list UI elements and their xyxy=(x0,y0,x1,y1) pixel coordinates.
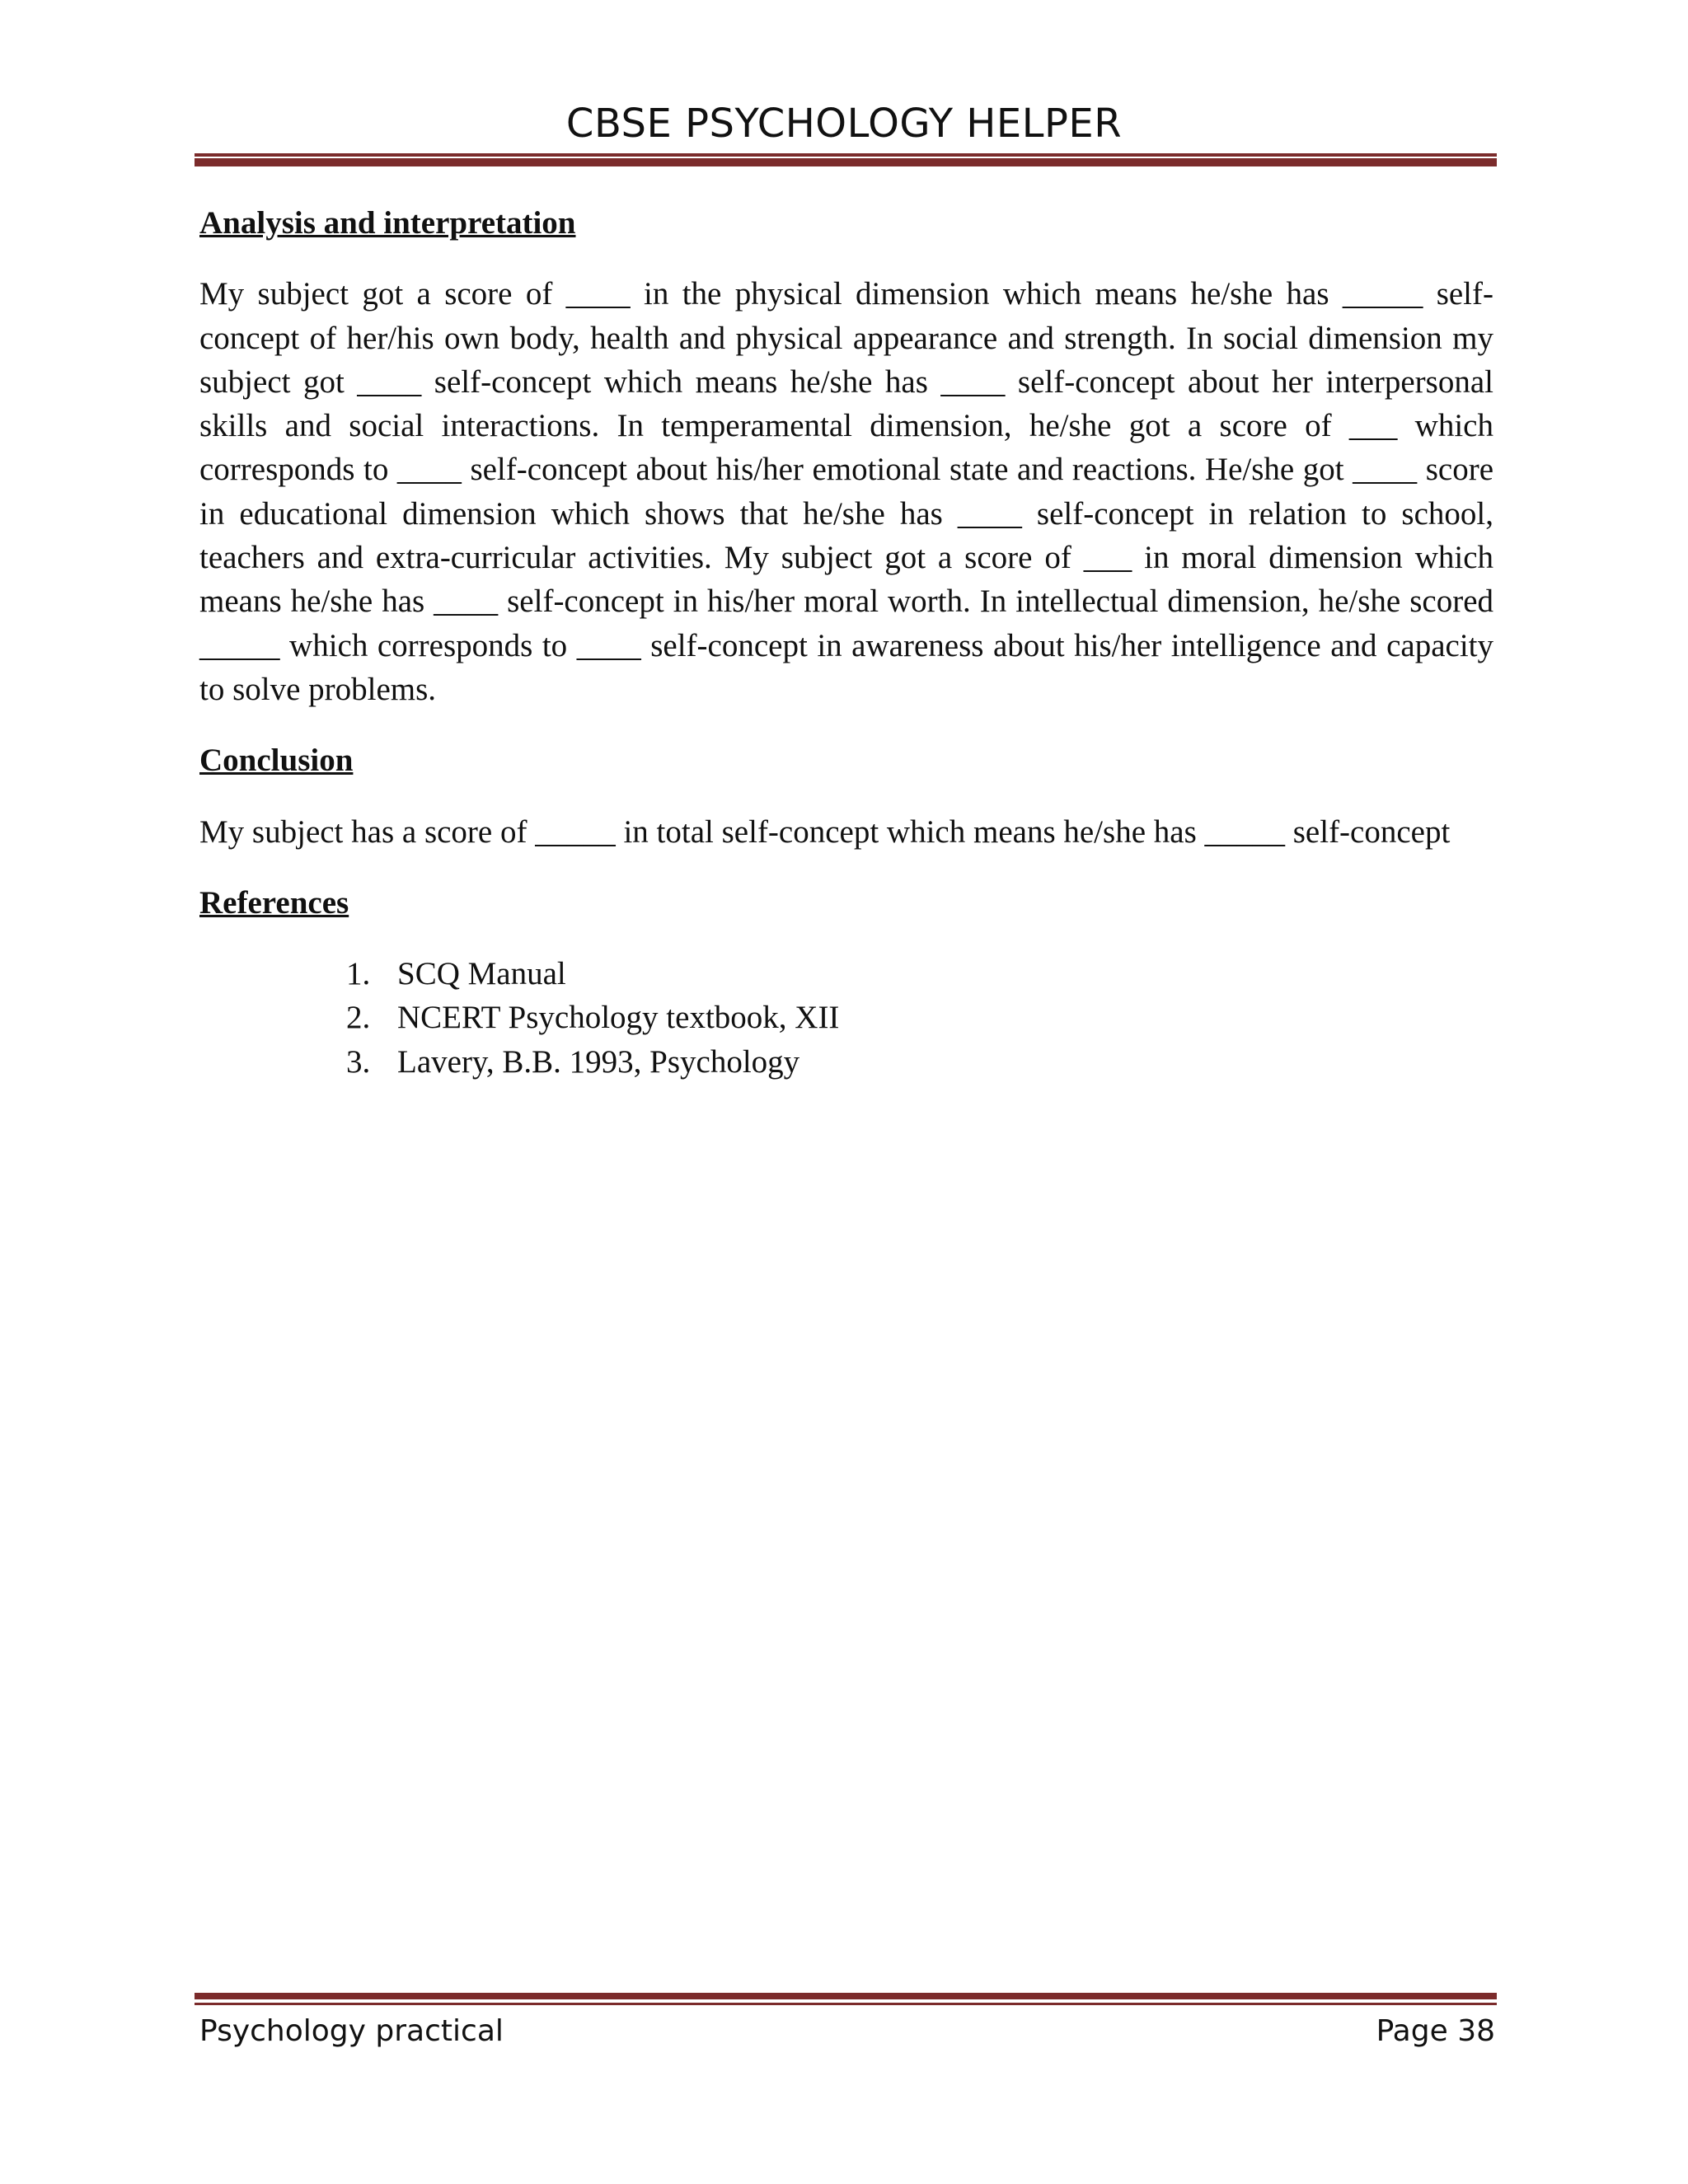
footer-rule-thick xyxy=(195,1993,1497,1999)
reference-text: Lavery, B.B. 1993, Psychology xyxy=(397,1043,800,1080)
page-content xyxy=(199,201,1493,1084)
analysis-paragraph: My subject got a score of ____ in the physical dimension which means he/she has _____ self-concept of her/his own body, health and physical appearance and strength. In social dimension my subject got ____ self-concept which means he/she has ____ self-concept about her interpersonal skills and social interactions. In temperamental dimension, he/she got a score of ___ which corresponds to ____ self-concept about his/her emotional state and reactions. He/she got ____ score in educational dimension which shows that he/she has ____ self-concept in relation to school, teachers and extra-curricular activities. My subject got a score of ___ in moral dimension which means he/she has ____ self-concept in his/her moral worth. In intellectual dimension, he/she scored _____ which corresponds to ____ self-concept in awareness about his/her intelligence and capacity to solve problems. xyxy=(199,276,1493,707)
reference-item xyxy=(346,952,1493,996)
reference-number: 3. xyxy=(346,1043,371,1080)
header-rule-thin xyxy=(195,153,1497,157)
footer-left-text: Psychology practical xyxy=(199,2014,504,2048)
references-list xyxy=(199,952,1493,1084)
reference-number: 1. xyxy=(346,956,371,992)
conclusion-paragraph: My subject has a score of _____ in total self-concept which means he/she has _____ self-concept xyxy=(199,813,1451,850)
reference-item xyxy=(346,1040,1493,1084)
conclusion-heading: Conclusion xyxy=(199,743,354,779)
header-title: CBSE PSYCHOLOGY HELPER xyxy=(565,101,1123,147)
analysis-heading: Analysis and interpretation xyxy=(199,205,576,241)
footer-rule-thin xyxy=(195,2003,1497,2005)
references-heading: References xyxy=(199,884,349,921)
page-number: Page 38 xyxy=(1376,2014,1495,2048)
reference-item xyxy=(346,996,1493,1039)
header-rule-thick xyxy=(195,158,1497,166)
reference-text: NCERT Psychology textbook, XII xyxy=(397,1000,840,1036)
reference-number: 2. xyxy=(346,1000,371,1036)
reference-text: SCQ Manual xyxy=(397,956,566,992)
